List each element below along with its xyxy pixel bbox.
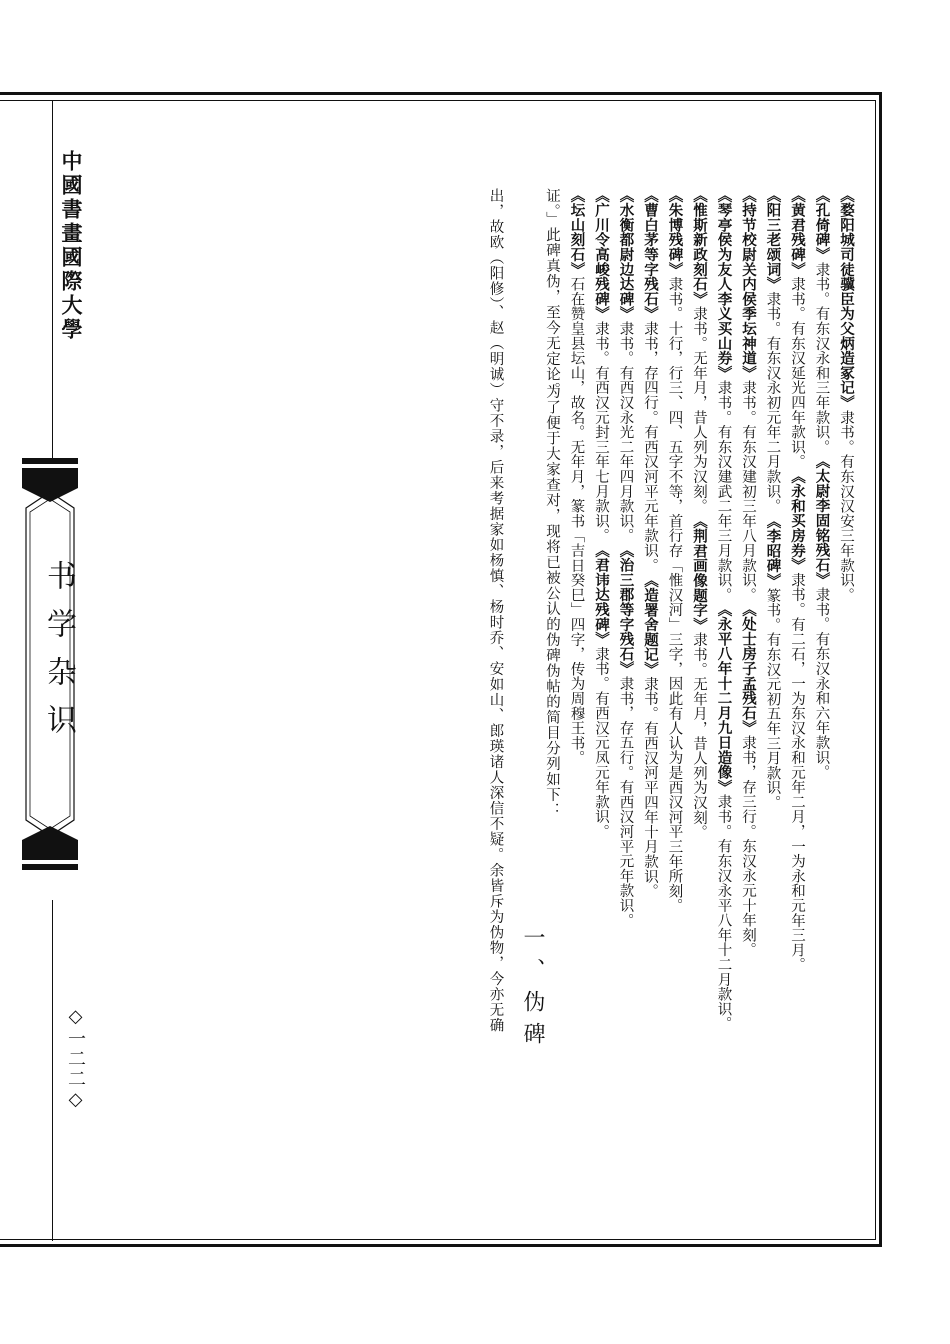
list-item: [760, 188, 785, 514]
inscription-description: 隶书，存四行。有西汉河平元年款识。: [642, 321, 658, 573]
inscription-description: 石在赞皇县坛山，故名。无年月，篆书「吉日癸巳」四字，传为周穆王书。: [568, 276, 585, 766]
inscription-description: 隶书。有东汉建初三年八月款识。: [740, 380, 756, 603]
inscription-title: 《曹白茅等字残石》: [642, 188, 658, 322]
inscription-description: 隶书。有西汉河平四年十月款识。: [642, 676, 658, 899]
inscription-title: 《惟斯新政刻石》: [691, 188, 707, 307]
inscription-title: 《君讳达残碑》: [593, 543, 609, 647]
inscription-description: 隶书，存五行。有西汉河平元年款识。: [617, 676, 634, 929]
inscription-description: 隶书。有东汉永和六年款识。: [813, 587, 830, 781]
list-item: [711, 188, 736, 602]
inscription-title: 《朱博残碑》: [666, 188, 683, 277]
inscription-description: 隶书。有东汉延光四年款识。: [789, 276, 805, 470]
inscription-title: 《永平八年十二月九日造像》: [715, 602, 732, 795]
list-item: [711, 602, 736, 1031]
list-item: [687, 514, 712, 840]
list-item: [760, 514, 785, 810]
inscription-description: 隶书。无年月，昔人列为汉刻。: [691, 632, 707, 840]
list-item: [736, 602, 761, 957]
inscription-title: 《永和买房券》: [789, 469, 805, 573]
main-text: [483, 188, 858, 1088]
inscription-description: 隶书。有二石，一为东汉永和元年二月，一为永和元年三月。: [789, 572, 805, 973]
inscription-description: 隶书。十行，行三、四、五字不等，首行存「惟汉河」三字，因此有人认为是西汉河平三年所刻。: [666, 276, 683, 914]
list-item: [834, 188, 859, 602]
inscription-description: 隶书。有东汉永和三年款识。: [813, 262, 830, 455]
inscription-title: 《孔倚碑》: [813, 188, 830, 262]
inscription-title: 《持节校尉关内侯季坛神道》: [740, 188, 756, 381]
inscription-title: 《治三郡等字残石》: [617, 543, 634, 677]
inscription-title: 《造署舍题记》: [642, 572, 658, 677]
list-item: [589, 188, 614, 543]
inscription-title: 《李昭碑》: [764, 513, 781, 588]
page-number: ◇一二二◇: [65, 1006, 86, 1112]
intro-paragraph-line: 出，故欧（阳修）、赵（明诚）守不录，后来考据家如杨慎、杨时乔、安如山、郎瑛诸人深信不疑。余皆斥为伪物，今亦无确: [487, 188, 504, 1034]
inscription-title: 《太尉李固铭残石》: [813, 454, 830, 588]
inscription-title: 《婺阳城司徒骥臣为父炳造冢记》: [838, 188, 854, 410]
list-item: [809, 454, 834, 780]
list-item: [638, 573, 663, 899]
list-item: [785, 188, 810, 469]
inscription-description: 隶书。有东汉永平八年十二月款识。: [715, 794, 732, 1032]
list-item: [613, 543, 638, 928]
list-item: [589, 543, 614, 839]
inscription-title: 《黄君残碑》: [789, 188, 805, 277]
inscription-title: 《坛山刻石》: [568, 188, 585, 277]
inscription-title: 《水衡都尉边达碑》: [617, 188, 634, 322]
list-item: [809, 188, 834, 454]
inscription-description: 隶书，存三行。东汉永元十年刻。: [740, 735, 756, 958]
inscription-description: 篆书。有东汉元初五年三月款识。: [764, 587, 781, 810]
inscription-description: 隶书。有西汉元凤元年款识。: [593, 646, 609, 840]
list-item: [613, 188, 638, 543]
inscription-description: 隶书。有东汉建武二年三月款识。: [715, 380, 732, 603]
inscription-title: 《广川令高峻残碑》: [593, 188, 609, 322]
publisher-name: 中國書畫國際大學: [59, 150, 83, 342]
inscription-title: 《琴亭侯为友人李义买山券》: [715, 188, 732, 381]
inscription-description: 隶书。无年月，昔人列为汉刻。: [691, 306, 707, 514]
list-item: [662, 188, 687, 913]
inscription-description: 隶书。有西汉元封三年七月款识。: [593, 321, 609, 544]
list-item: [736, 188, 761, 602]
list-item: [564, 188, 589, 765]
list-item: [687, 188, 712, 514]
inscription-title: 《荆君画像题字》: [691, 513, 707, 633]
inscription-description: 隶书。有东汉汉安三年款识。: [838, 410, 854, 603]
book-title: 书学杂识: [41, 560, 76, 752]
list-item: [638, 188, 663, 573]
inscription-title: 《处士房子孟残石》: [740, 602, 756, 736]
section-heading: 一、伪碑: [520, 925, 545, 1054]
inscription-description: 隶书。有西汉永光二年四月款识。: [617, 321, 634, 544]
inscription-description: 隶书。有东汉永初元年二月款识。: [764, 291, 781, 514]
sidebar-divider-bottom: [52, 900, 53, 1241]
sidebar-divider-top: [52, 100, 53, 460]
list-item: [785, 469, 810, 972]
intro-paragraph-line: 为了便于大家查对，现将已被公认的伪碑伪帖的简目分列如下：: [544, 383, 560, 818]
inscription-title: 《阳三老颂词》: [764, 188, 781, 292]
intro-paragraph-line: 证。」此碑真伪，至今无定论。: [544, 188, 560, 398]
